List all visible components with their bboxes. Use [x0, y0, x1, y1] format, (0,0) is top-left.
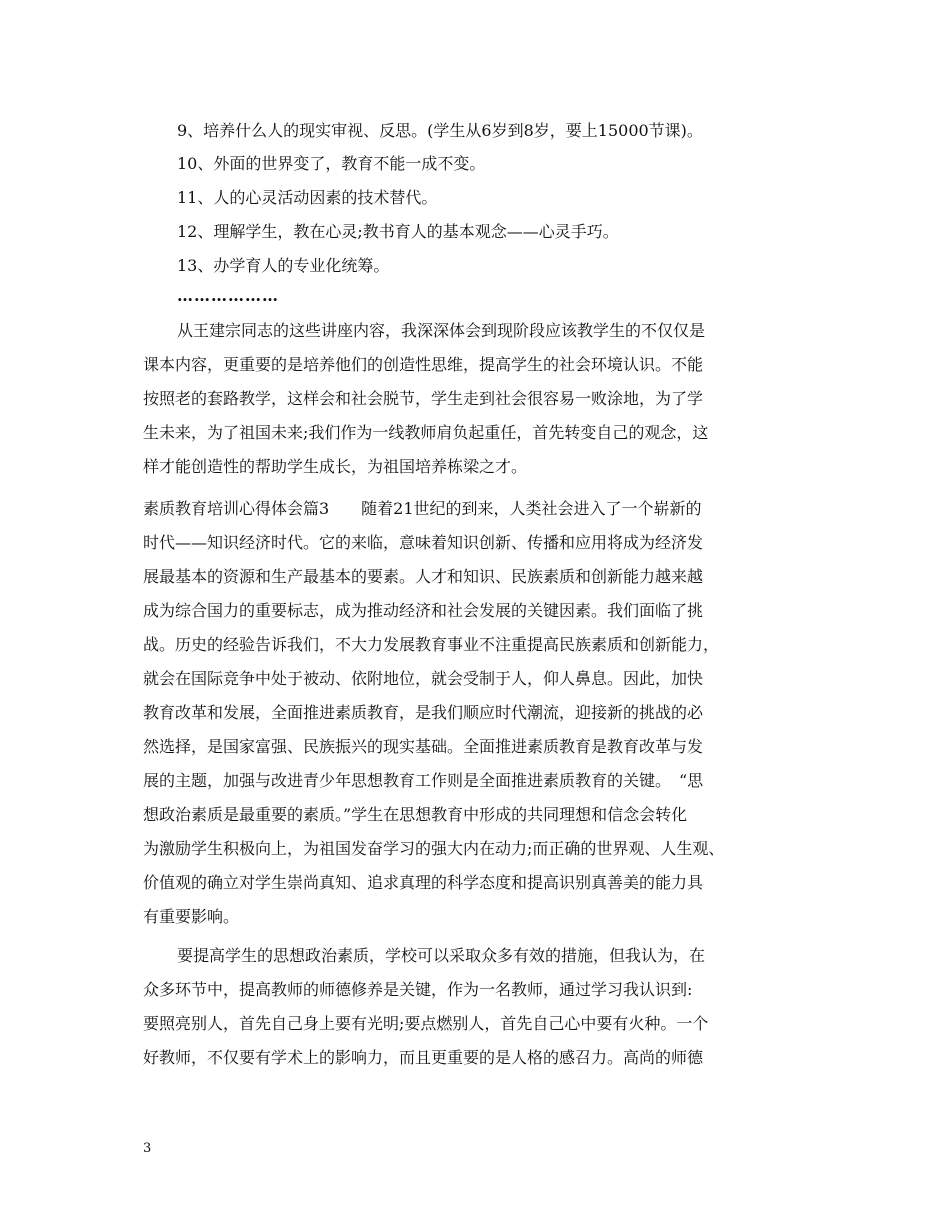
- paragraph-line: 课本内容，更重要的是培养他们的创造性思维，提高学生的社会环境认识。不能: [143, 355, 704, 374]
- paragraph-line: 按照老的套路教学，这样会和社会脱节，学生走到社会很容易一败涂地，为了学: [143, 389, 704, 408]
- paragraph-line: 好教师，不仅要有学术上的影响力，而且更重要的是人格的感召力。高尚的师德: [143, 1048, 704, 1067]
- section-heading-line: 素质教育培训心得体会篇3 随着21世纪的到来，人类社会进入了一个崭新的: [143, 499, 702, 518]
- paragraph-line: 价值观的确立对学生崇尚真知、追求真理的科学态度和提高识别真善美的能力具: [143, 873, 704, 892]
- list-item: 12、理解学生，教在心灵;教书育人的基本观念——心灵手巧。: [177, 222, 619, 241]
- paragraph-line: 成为综合国力的重要标志，成为推动经济和社会发展的关键因素。我们面临了挑: [143, 601, 704, 620]
- ellipsis-dots: ………………: [177, 286, 279, 305]
- paragraph-line: 从王建宗同志的这些讲座内容，我深深体会到现阶段应该教学生的不仅仅是: [177, 321, 706, 340]
- paragraph-line: 战。历史的经验告诉我们，不大力发展教育事业不注重提高民族素质和创新能力，: [143, 635, 720, 654]
- list-item: 10、外面的世界变了，教育不能一成不变。: [177, 154, 486, 173]
- list-item: 13、办学育人的专业化统筹。: [177, 256, 390, 275]
- list-item: 9、培养什么人的现实审视、反思。(学生从6岁到8岁，要上15000节课)。: [177, 121, 703, 140]
- paragraph-line: 生未来，为了祖国未来;我们作为一线教师肩负起重任，首先转变自己的观念，这: [143, 423, 709, 442]
- page-number: 3: [143, 1141, 152, 1156]
- paragraph-line: 有重要影响。: [143, 907, 240, 926]
- paragraph-line: 要提高学生的思想政治素质，学校可以采取众多有效的措施，但我认为，在: [177, 946, 706, 965]
- paragraph-line: 教育改革和发展，全面推进素质教育，是我们顺应时代潮流，迎接新的挑战的必: [143, 703, 704, 722]
- paragraph-line: 为激励学生积极向上，为祖国发奋学习的强大内在动力;而正确的世界观、人生观、: [143, 839, 725, 858]
- paragraph-line: 就会在国际竞争中处于被动、依附地位，就会受制于人，仰人鼻息。因此，加快: [143, 669, 704, 688]
- paragraph-line: 要照亮别人，首先自己身上要有光明;要点燃别人，首先自己心中要有火种。一个: [143, 1014, 709, 1033]
- paragraph-line: 时代——知识经济时代。它的来临，意味着知识创新、传播和应用将成为经济发: [143, 533, 704, 552]
- list-item: 11、人的心灵活动因素的技术替代。: [177, 188, 438, 207]
- paragraph-line: 众多环节中，提高教师的师德修养是关键，作为一名教师，通过学习我认识到:: [143, 980, 693, 999]
- paragraph-line: 想政治素质是最重要的素质。”学生在思想教育中形成的共同理想和信念会转化: [143, 805, 688, 824]
- paragraph-line: 展最基本的资源和生产最基本的要素。人才和知识、民族素质和创新能力越来越: [143, 567, 704, 586]
- paragraph-line: 展的主题，加强与改进青少年思想教育工作则是全面推进素质教育的关键。 “思: [143, 771, 704, 790]
- paragraph-line: 样才能创造性的帮助学生成长，为祖国培养栋梁之才。: [143, 457, 528, 476]
- paragraph-line: 然选择，是国家富强、民族振兴的现实基础。全面推进素质教育是教育改革与发: [143, 737, 704, 756]
